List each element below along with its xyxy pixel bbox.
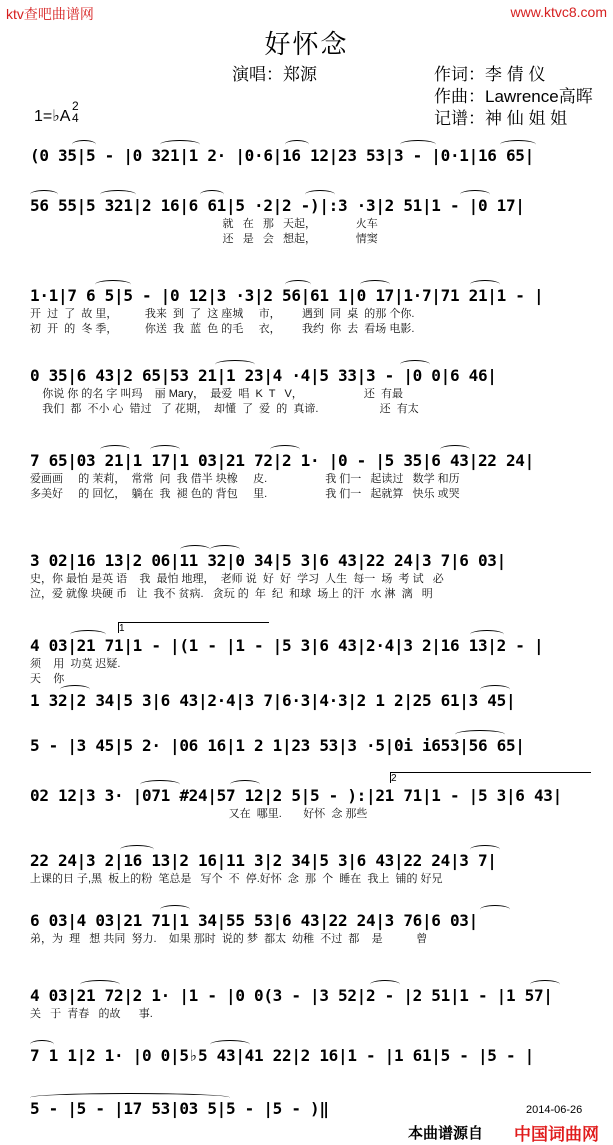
slur-mark [530, 980, 560, 989]
notation-line: (0 35|5 - |0 321|1 2· |0·6|16 12|23 53|3 - |0·1|16 65| [30, 146, 534, 165]
transcriber: 记谱：神 仙 姐 姐 [434, 109, 568, 128]
lyric-line: 就 在 那 天起， 火车 [30, 218, 378, 230]
notation-line: 4 03|21 71|1 - |(1 - |1 - |5 3|6 43|2·4|3 2|16 13|2 - | [30, 636, 544, 655]
lyric-line: 又在 哪里. 好怀 念 那些 [30, 808, 368, 820]
notation-line: 7 65|03 21|1 17|1 03|21 72|2 1· |0 - |5 35|6 43|22 24| [30, 451, 534, 470]
score-system [30, 850, 590, 887]
slur-mark [230, 780, 260, 789]
lyric-line: 多美好 的 回忆， 躺在 我 褪 色的 背包 里. 我 们一 起就算 快乐 或哭 [30, 488, 460, 500]
key-signature: 1=♭A [34, 108, 71, 125]
slur-mark [305, 190, 335, 199]
slur-mark [180, 545, 210, 554]
watermark-left: ktv查吧曲谱网 [6, 6, 94, 22]
slur-mark [210, 1040, 250, 1049]
notation-line: 02 12|3 3· |071 #24|57 12|2 5|5 - ):|21 71|1 - |5 3|6 43| [30, 786, 562, 805]
notation-line: 7 1 1|2 1· |0 0|5♭5 43|41 22|2 16|1 - |1 61|5 - |5 - | [30, 1046, 534, 1065]
slur-mark [480, 685, 510, 694]
slur-mark [72, 140, 96, 149]
time-signature [72, 100, 79, 124]
slur-mark [70, 630, 106, 639]
notation-line: 5 - |5 - |17 53|03 5|5 - |5 - )‖ [30, 1099, 329, 1118]
lyric-line: 须 用 功莫 迟疑. [30, 658, 121, 670]
lyric-line: 弟，为 理 想 共同 努力. 如果 那时 说的 梦 都太 幼稚 不过 都 是 曾 [30, 933, 428, 945]
lyric-line: 泣，爱 就像 块硬 币 让 我不 贫病. 贪玩 的 年 纪 和球 场上 的汗 水 淋 漓 明 [30, 588, 433, 600]
slur-mark [160, 140, 200, 149]
transcription-date: 2014-06-26 [526, 1104, 583, 1116]
slur-mark [100, 190, 136, 199]
slur-mark [100, 445, 130, 454]
volta-first-ending: 1 [118, 622, 269, 633]
notation-line: 3 02|16 13|2 06|11 32|0 34|5 3|6 43|22 24|3 7|6 03| [30, 551, 506, 570]
lyric-line: 上课的日 子,黑 板上的粉 笔总是 写个 不 停.好怀 念 那 个 睡在 我上 铺的 好兄 [30, 873, 443, 885]
time-top: 2 [72, 99, 79, 113]
notation-line: 1·1|7 6 5|5 - |0 12|3 ·3|2 56|61 1|0 17|1·7|71 21|1 - | [30, 286, 544, 305]
song-title: 好怀念 [264, 29, 349, 59]
slur-mark [95, 280, 131, 289]
notation-line: 4 03|21 72|2 1· |1 - |0 0(3 - |3 52|2 - |2 51|1 - |1 57| [30, 986, 553, 1005]
score-system [30, 285, 590, 337]
slur-mark [480, 905, 510, 914]
score-system [30, 910, 590, 947]
lyric-line: 我们 都 不小 心 错过 了 花期， 却懂 了 爱 的 真谛. 还 有太 [30, 403, 419, 415]
volta-second-ending: 2 [390, 772, 591, 783]
lyric-line: 史，你 最怕 是英 语 我 最怕 地理， 老师 说 好 好 学习 人生 每一 场 考 试 必 [30, 573, 444, 585]
lyric-line: 天 你 [30, 673, 65, 685]
slur-mark [200, 190, 224, 199]
notation-line: 22 24|3 2|16 13|2 16|11 3|2 34|5 3|6 43|22 24|3 7| [30, 851, 497, 870]
score-system [30, 1045, 590, 1067]
lyric-line: 关 于 青春 的故 事. [30, 1008, 153, 1020]
score-system [30, 450, 590, 502]
notation-line: 1 32|2 34|5 3|6 43|2·4|3 7|6·3|4·3|2 1 2|25 61|3 45| [30, 691, 516, 710]
score-system [30, 550, 590, 602]
lyricist: 作词：李 倩 仪 [434, 65, 546, 84]
slur-mark [360, 280, 390, 289]
slur-mark [150, 445, 180, 454]
slur-mark [285, 140, 309, 149]
slur-mark [460, 190, 490, 199]
notation-line: 56 55|5 321|2 16|6 61|5 ·2|2 -)|:3 ·3|2 51|1 - |0 17| [30, 196, 525, 215]
singer: 演唱：郑源 [232, 65, 317, 84]
slur-mark [400, 140, 436, 149]
slur-mark [455, 730, 505, 739]
score-system [30, 985, 590, 1022]
score-system [30, 635, 590, 687]
notation-line: 6 03|4 03|21 71|1 34|55 53|6 43|22 24|3 76|6 03| [30, 911, 478, 930]
score-system [30, 735, 590, 757]
lyric-line: 初 开 的 冬 季， 你送 我 蓝 色 的毛 衣， 我约 你 去 看场 电影. [30, 323, 415, 335]
slur-mark [470, 280, 500, 289]
watermark-right: www.ktvc8.com [510, 4, 607, 20]
source-label: 本曲谱源自 [408, 1125, 484, 1142]
composer: 作曲：Lawrence高晖 [434, 87, 593, 106]
slur-mark [30, 1093, 230, 1102]
slur-mark [30, 1040, 54, 1049]
slur-mark [470, 845, 500, 854]
lyric-line: 你说 你 的名 字 叫玛 丽 Mary， 最爱 唱 K T V， 还 有最 [30, 388, 404, 400]
lyric-line: 开 过 了 故 里， 我来 到 了 这 座城 市， 遇到 同 桌 的那 个你. [30, 308, 415, 320]
notation-line: 0 35|6 43|2 65|53 21|1 23|4 ·4|5 33|3 - |0 0|6 46| [30, 366, 497, 385]
score-system [30, 195, 590, 247]
slur-mark [500, 140, 536, 149]
lyric-line: 还 是 会 想起， 情窦 [30, 233, 378, 245]
slur-mark [210, 545, 240, 554]
slur-mark [120, 845, 154, 854]
time-bottom: 4 [72, 111, 79, 125]
slur-mark [140, 780, 180, 789]
slur-mark [270, 445, 300, 454]
slur-mark [440, 445, 470, 454]
slur-mark [215, 360, 255, 369]
slur-mark [160, 905, 190, 914]
score-system [30, 365, 590, 417]
slur-mark [80, 980, 120, 989]
slur-mark [285, 280, 311, 289]
notation-line: 5 - |3 45|5 2· |06 16|1 2 1|23 53|3 ·5|0i i653|56 65| [30, 736, 525, 755]
slur-mark [470, 630, 504, 639]
source-site: 中国词曲网 [514, 1125, 599, 1144]
slur-mark [60, 685, 90, 694]
lyric-line: 爱画画 的 茉莉， 常常 问 我 借半 块橡 皮. 我 们一 起读过 数学 和历 [30, 473, 460, 485]
slur-mark [400, 360, 430, 369]
score-system [30, 785, 590, 822]
slur-mark [370, 980, 400, 989]
slur-mark [30, 190, 58, 199]
